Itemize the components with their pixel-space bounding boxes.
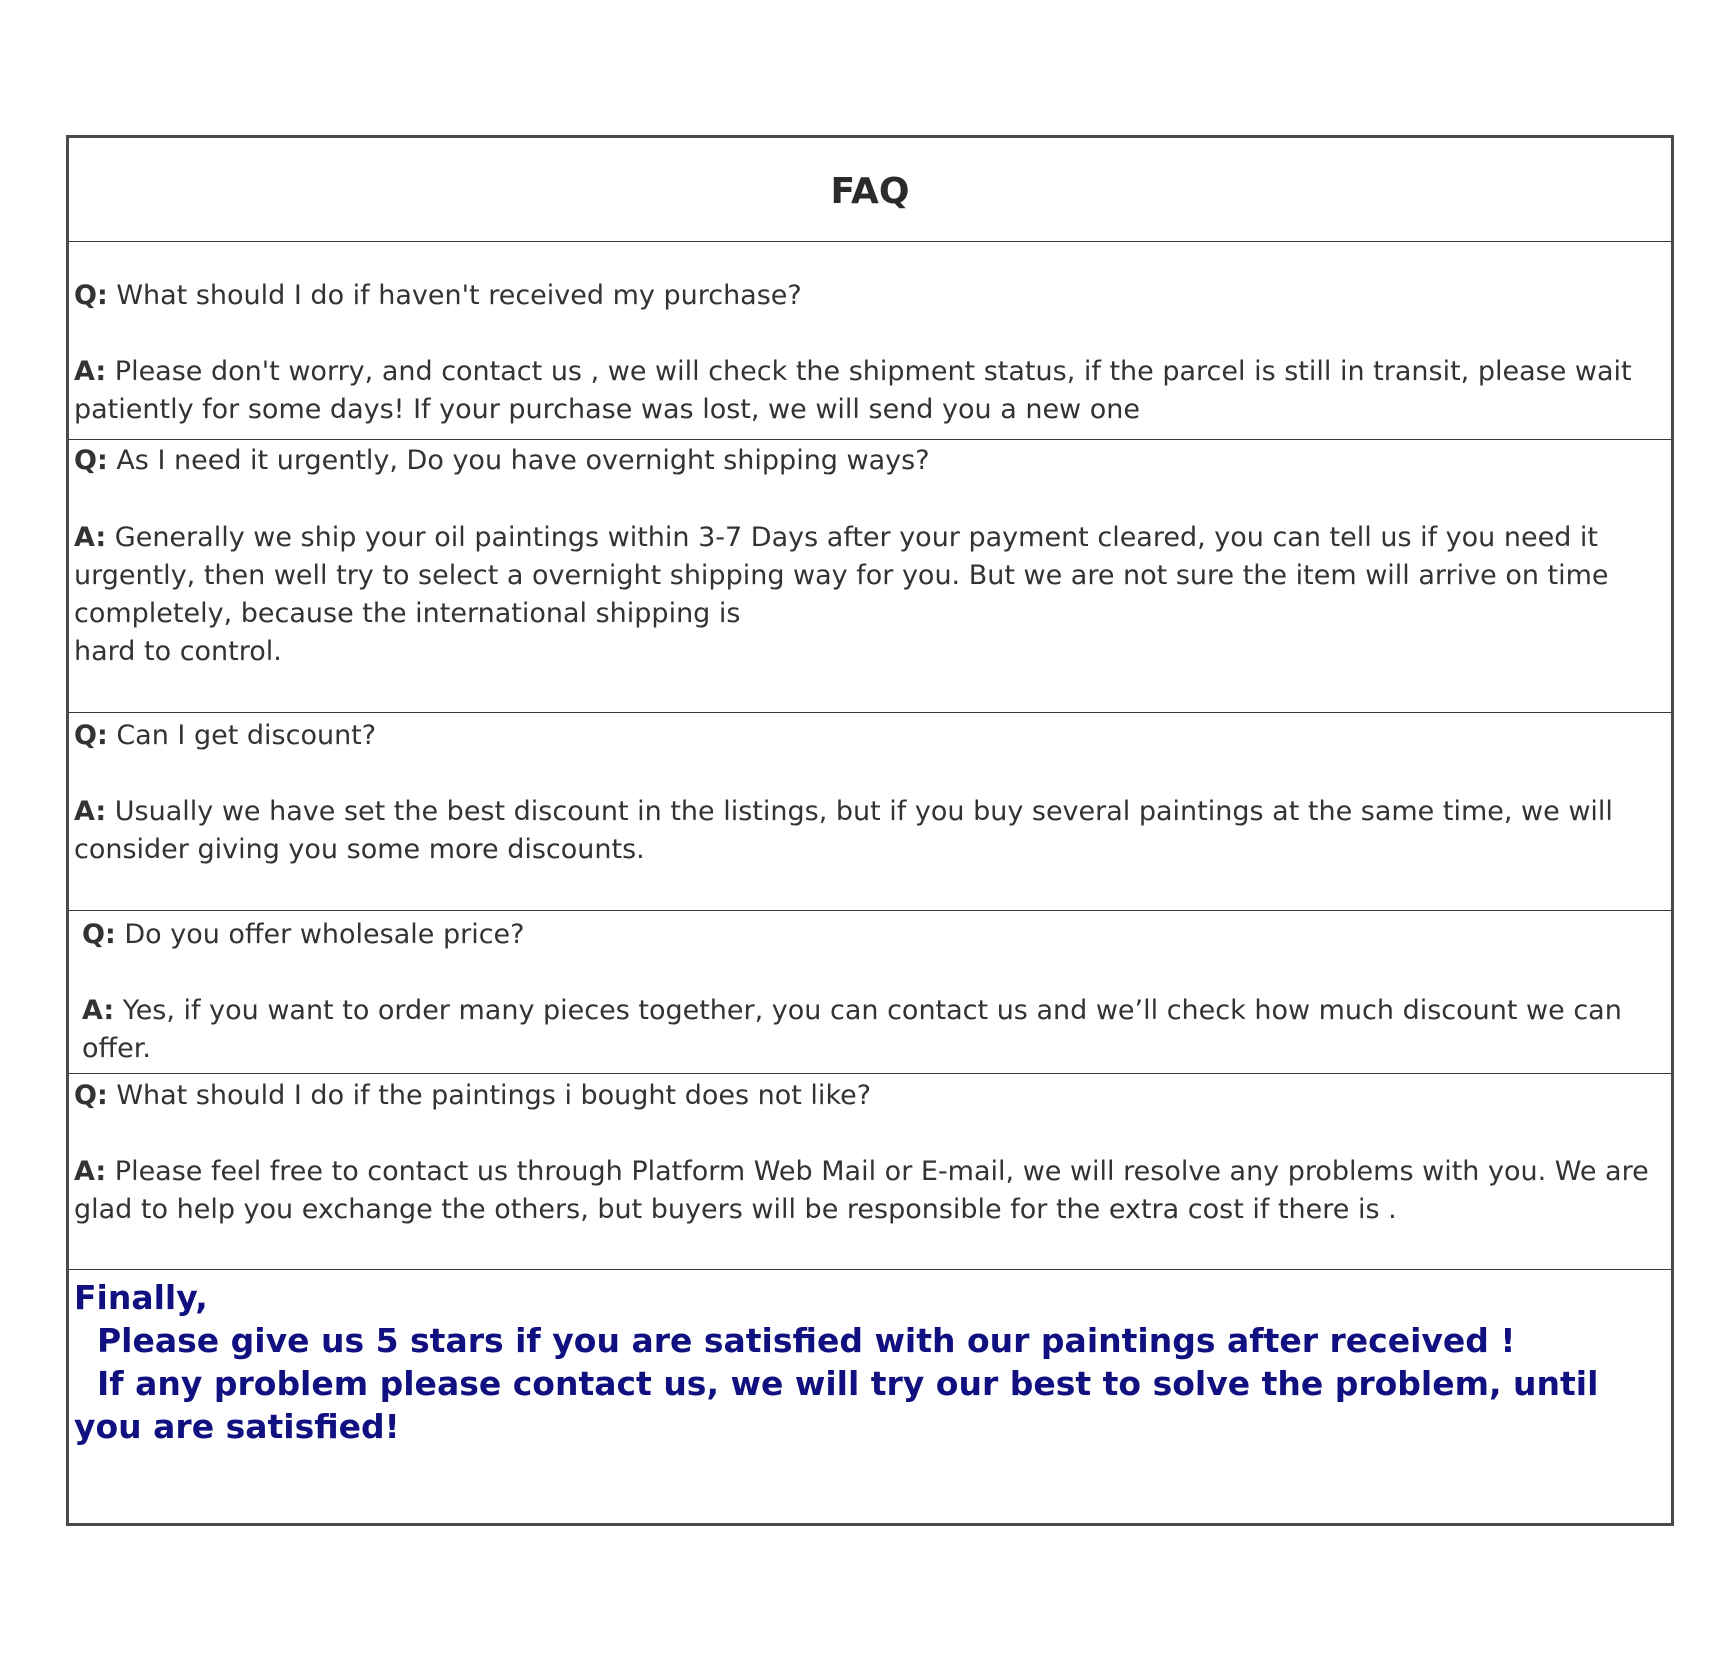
faq-item bbox=[69, 1073, 1671, 1269]
faq-question bbox=[74, 277, 1655, 315]
question-text: What should I do if the paintings i bought does not like? bbox=[107, 1080, 872, 1111]
closing-message bbox=[74, 1276, 1655, 1448]
question-text: What should I do if haven't received my purchase? bbox=[107, 280, 802, 311]
faq-answer bbox=[74, 353, 1655, 429]
answer-text: Generally we ship your oil paintings within 3-7 Days after your payment cleared, you can tell us if you need it urgently, then well try to select a overnight shipping way for you. But we are not sure the item will arrive on time completely, because the international shipping is bbox=[74, 522, 1609, 629]
faq-answer bbox=[74, 793, 1655, 869]
answer-text: Please don't worry, and contact us , we will check the shipment status, if the parcel is still in transit, please wait patiently for some days! If your purchase was lost, we will send you a new one bbox=[74, 356, 1632, 425]
answer-label: A: bbox=[82, 995, 115, 1026]
faq-answer bbox=[74, 1153, 1655, 1229]
faq-item bbox=[69, 241, 1671, 439]
faq-table bbox=[66, 135, 1674, 1526]
faq-answer bbox=[82, 992, 1655, 1068]
question-label: Q: bbox=[74, 720, 108, 751]
answer-text: Yes, if you want to order many pieces together, you can contact us and we’ll check how much discount we can offer. bbox=[82, 995, 1622, 1064]
faq-question bbox=[74, 442, 1655, 480]
question-label: Q: bbox=[74, 445, 108, 476]
answer-text: Usually we have set the best discount in the listings, but if you buy several paintings at the same time, we will consider giving you some more discounts. bbox=[74, 796, 1613, 865]
closing-row bbox=[69, 1269, 1671, 1523]
question-text: Can I get discount? bbox=[107, 720, 377, 751]
faq-question bbox=[82, 916, 1655, 954]
faq-title-row bbox=[69, 138, 1671, 241]
question-label: Q: bbox=[82, 919, 116, 950]
closing-line-2: Please give us 5 stars if you are satisfied with our paintings after received ! bbox=[74, 1321, 1516, 1360]
page-title: FAQ bbox=[830, 171, 910, 212]
question-label: Q: bbox=[74, 1080, 108, 1111]
answer-label: A: bbox=[74, 1156, 107, 1187]
faq-item bbox=[69, 712, 1671, 910]
answer-label: A: bbox=[74, 522, 107, 553]
question-text: As I need it urgently, Do you have overnight shipping ways? bbox=[107, 445, 930, 476]
faq-item bbox=[69, 910, 1671, 1073]
faq-question bbox=[74, 1077, 1655, 1115]
closing-line-1: Finally, bbox=[74, 1278, 208, 1317]
answer-text: Please feel free to contact us through Platform Web Mail or E-mail, we will resolve any problems with you. We are glad to help you exchange the others, but buyers will be responsible for the extra cost if there is . bbox=[74, 1156, 1649, 1225]
question-text: Do you offer wholesale price? bbox=[115, 919, 525, 950]
faq-item bbox=[69, 439, 1671, 712]
closing-line-3: If any problem please contact us, we will try our best to solve the problem, until you are satisfied! bbox=[74, 1364, 1610, 1446]
question-label: Q: bbox=[74, 280, 108, 311]
faq-question bbox=[74, 717, 1655, 755]
answer-text-continued: hard to control. bbox=[74, 636, 282, 667]
faq-answer bbox=[74, 519, 1655, 671]
answer-label: A: bbox=[74, 356, 107, 387]
answer-label: A: bbox=[74, 796, 107, 827]
